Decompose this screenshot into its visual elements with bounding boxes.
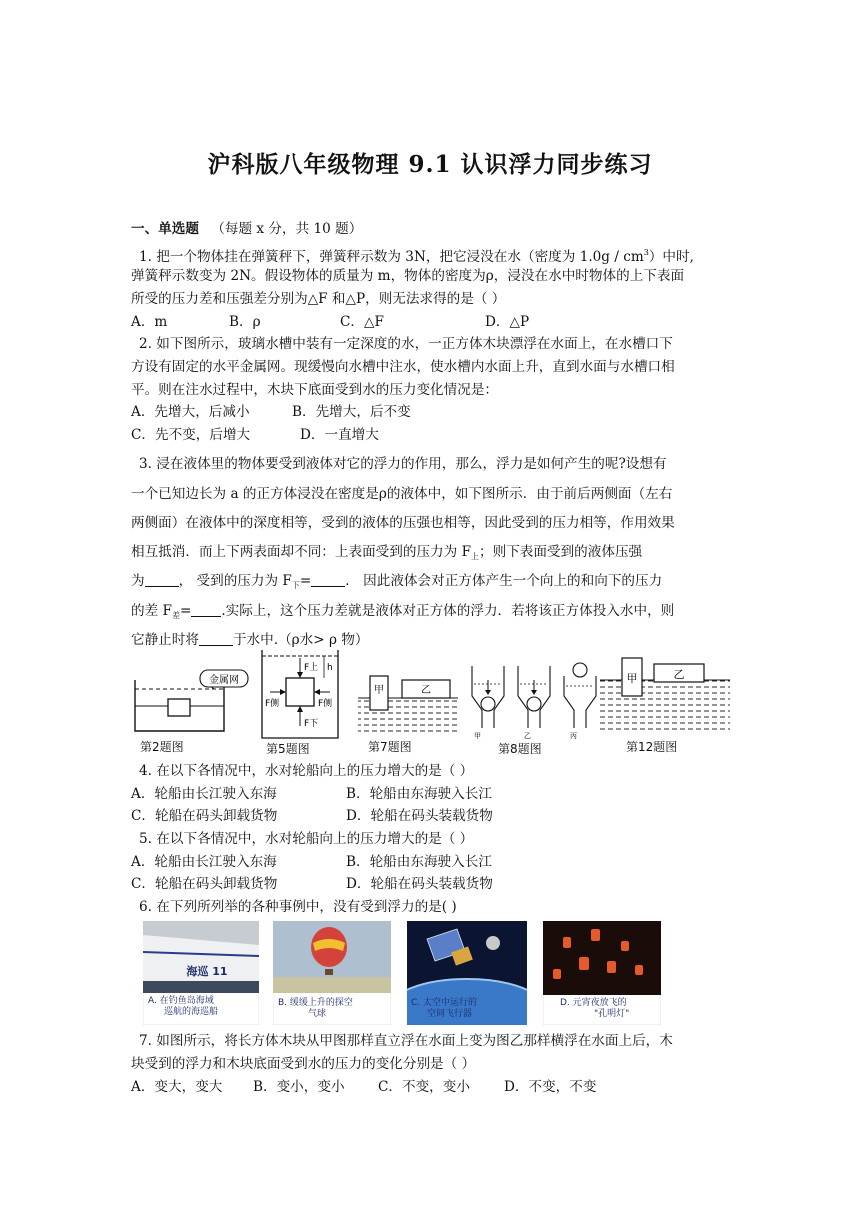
force-left-label: F侧 bbox=[265, 699, 280, 709]
q1-line-2: 弹簧秤示数变为 2N。假设物体的质量为 m，物体的密度为ρ，浸没在水中时物体的上下表面 bbox=[131, 268, 685, 284]
block-yi-12-label: 乙 bbox=[673, 668, 685, 681]
photo-a-caption bbox=[148, 996, 218, 1018]
figure-7-diagram bbox=[356, 668, 460, 738]
q2-option-a: A．先增大，后减小 bbox=[131, 404, 250, 420]
force-down-label: F下 bbox=[304, 719, 319, 729]
figure-7-caption: 第7题图 bbox=[368, 740, 412, 754]
q4-stem: 4. 在以下各情况中，水对轮船向上的压力增大的是（ ） bbox=[139, 763, 474, 779]
q4-option-a: A．轮船由长江驶入东海 bbox=[131, 786, 277, 802]
q4-option-b: B．轮船由东海驶入长江 bbox=[346, 786, 492, 802]
q3-l7-text-a: 它静止时将 bbox=[131, 632, 199, 648]
block-yi-label: 乙 bbox=[421, 685, 431, 696]
page-title: 沪科版八年级物理 9.1 认识浮力同步练习 bbox=[207, 151, 653, 178]
q2-line-3: 平。则在注水过程中，木块下底面受到水的压力变化情况是： bbox=[131, 382, 499, 398]
q3-line-7 bbox=[131, 630, 368, 650]
fig8-label-jia: 甲 bbox=[474, 732, 481, 740]
fig8-label-bing: 丙 bbox=[570, 732, 577, 740]
q3-line-6 bbox=[131, 601, 674, 626]
q2-line-2: 方设有固定的水平金属网。现缓慢向水槽中注水，使水槽内水面上升，直到水面与水槽口相 bbox=[131, 359, 675, 375]
q1-option-a: A．m bbox=[131, 314, 168, 330]
photo-c-caption bbox=[411, 998, 477, 1020]
figure-12-caption: 第12题图 bbox=[626, 740, 678, 754]
answer-blank-4[interactable] bbox=[199, 631, 233, 646]
section-note: （每题 x 分，共 10 题） bbox=[211, 221, 363, 237]
q5-option-d: D．轮船在码头装载货物 bbox=[346, 876, 493, 892]
q2-option-c: C．先不变，后增大 bbox=[131, 427, 251, 443]
photo-b-caption bbox=[278, 998, 353, 1020]
q2-option-b: B．先增大，后不变 bbox=[292, 404, 411, 420]
q3-line-4 bbox=[131, 542, 642, 567]
force-up-label: F上 bbox=[304, 663, 319, 673]
q1-option-b: B．ρ bbox=[229, 314, 261, 330]
q3-l5-text-a: 为 bbox=[131, 573, 145, 589]
q7-option-d: D．不变，不变 bbox=[504, 1079, 597, 1095]
photo-b-caption-line2: 气球 bbox=[308, 1009, 327, 1019]
ship-hull-text: 海巡 11 bbox=[186, 965, 228, 978]
q3-l5-sub: 下 bbox=[291, 581, 300, 590]
q5-stem: 5. 在以下各情况中，水对轮船向上的压力增大的是（ ） bbox=[139, 831, 474, 847]
q3-l6-text-a: 的差 F bbox=[131, 603, 172, 619]
q2-line-1: 2. 如下图所示，玻璃水槽中装有一定深度的水，一正方体木块漂浮在水面上，在水槽口下 bbox=[139, 336, 673, 352]
photo-c-caption-line1: C. 太空中运行的 bbox=[411, 998, 478, 1008]
photo-a-caption-line2: 巡航的海巡船 bbox=[164, 1007, 219, 1017]
q7-line-1: 7. 如图所示，将长方体木块从甲图那样直立浮在水面上变为图乙那样横浮在水面上后，木 bbox=[139, 1033, 673, 1049]
q7-option-a: A．变大，变大 bbox=[131, 1079, 223, 1095]
block-jia-label: 甲 bbox=[374, 685, 384, 696]
figure-2-caption: 第2题图 bbox=[140, 740, 184, 754]
q3-l5-text-c: = bbox=[299, 573, 312, 589]
figure-2-diagram bbox=[130, 668, 254, 738]
figure-5-caption: 第5题图 bbox=[266, 742, 310, 756]
q3-l6-sub: 差 bbox=[171, 611, 180, 620]
q3-line-2: 一个已知边长为 a 的正方体浸没在密度是ρ的液体中，如下图所示．由于前后两侧面（左右 bbox=[131, 486, 673, 502]
q3-l5-text-d: ． 因此液体会对正方体产生一个向上的和向下的压力 bbox=[345, 573, 663, 589]
q1-option-c: C．△F bbox=[340, 314, 384, 330]
q7-line-2: 块受到的浮力和木块底面受到水的压力的变化分别是（ ） bbox=[131, 1056, 476, 1072]
q5-option-a: A．轮船由长江驶入东海 bbox=[131, 854, 277, 870]
photo-d-caption bbox=[560, 998, 629, 1020]
photo-b-caption-line1: B. 缓缓上升的探空 bbox=[278, 998, 353, 1008]
q1-text-b: ）中时, bbox=[648, 249, 694, 265]
photo-a-caption-line1: A. 在钓鱼岛海域 bbox=[148, 996, 214, 1006]
ball-jia bbox=[481, 697, 495, 711]
q3-l6-text-b: = bbox=[179, 603, 192, 619]
q3-l6-text-c: .实际上，这个压力差就是液体对正方体的浮力．若将该正方体投入水中，则 bbox=[221, 603, 675, 619]
answer-blank-2[interactable] bbox=[311, 572, 345, 587]
photo-d-caption-line2: "孔明灯" bbox=[594, 1009, 630, 1019]
q5-option-c: C．轮船在码头卸载货物 bbox=[131, 876, 278, 892]
q1-superscript: 3 bbox=[643, 248, 649, 257]
photo-d-caption-line1: D. 元宵夜放飞的 bbox=[560, 998, 627, 1008]
q4-option-d: D．轮船在码头装载货物 bbox=[346, 808, 493, 824]
q5-option-b: B．轮船由东海驶入长江 bbox=[346, 854, 492, 870]
moon bbox=[486, 936, 500, 950]
ball-yi bbox=[527, 697, 541, 711]
q3-l4-text-b: ；则下表面受到的液体压强 bbox=[479, 544, 643, 560]
force-right-label: F侧 bbox=[318, 699, 333, 709]
answer-blank-3[interactable] bbox=[191, 602, 221, 617]
q1-option-d: D．△P bbox=[485, 314, 530, 330]
q3-line-3: 两侧面）在液体中的深度相等，受到的液体的压强也相等，因此受到的压力相等，作用效果 bbox=[131, 515, 675, 531]
ball-bing bbox=[573, 663, 587, 677]
section-heading bbox=[131, 219, 362, 239]
figure-8-caption: 第8题图 bbox=[498, 742, 542, 756]
q3-l7-text-b: 于水中.（ρ水> ρ 物） bbox=[232, 632, 369, 648]
q3-l4-text-a: 相互抵消．而上下两表面却不同：上表面受到的压力为 F bbox=[131, 544, 472, 560]
q3-l5-text-b: ， 受到的压力为 F bbox=[178, 573, 292, 589]
photo-c-caption-line2: 空间飞行器 bbox=[427, 1009, 473, 1019]
q2-option-d: D．一直增大 bbox=[300, 427, 379, 443]
q7-option-b: B．变小，变小 bbox=[253, 1079, 345, 1095]
q7-option-c: C．不变，变小 bbox=[378, 1079, 470, 1095]
figure-12-diagram bbox=[600, 654, 730, 738]
net-label: 金属网 bbox=[209, 675, 239, 686]
q1-line-1 bbox=[139, 243, 694, 267]
q4-option-c: C．轮船在码头卸载货物 bbox=[131, 808, 278, 824]
fig8-label-yi: 乙 bbox=[524, 732, 531, 740]
wood-block bbox=[168, 699, 190, 716]
figure-8-diagram bbox=[468, 660, 604, 740]
cube bbox=[286, 678, 314, 706]
block-jia-12-label: 甲 bbox=[626, 672, 638, 685]
q6-stem: 6. 在下列所列举的各种事例中，没有受到浮力的是( ) bbox=[139, 899, 457, 915]
section-title: 一、单选题 bbox=[131, 221, 199, 237]
q1-text-a: 1. 把一个物体挂在弹簧秤下，弹簧秤示数为 3N，把它浸没在水（密度为 1.0g / cm bbox=[139, 249, 644, 265]
depth-label: h bbox=[327, 663, 333, 673]
q3-l4-sub: 上 bbox=[471, 552, 480, 561]
q1-line-3: 所受的压力差和压强差分别为△F 和△P，则无法求得的是（ ） bbox=[131, 291, 506, 307]
figure-5-diagram bbox=[258, 648, 342, 742]
q3-line-1: 3. 浸在液体里的物体要受到液体对它的浮力的作用，那么，浮力是如何产生的呢?设想有 bbox=[139, 456, 667, 472]
q3-line-5 bbox=[131, 571, 662, 596]
answer-blank-1[interactable] bbox=[145, 572, 179, 587]
